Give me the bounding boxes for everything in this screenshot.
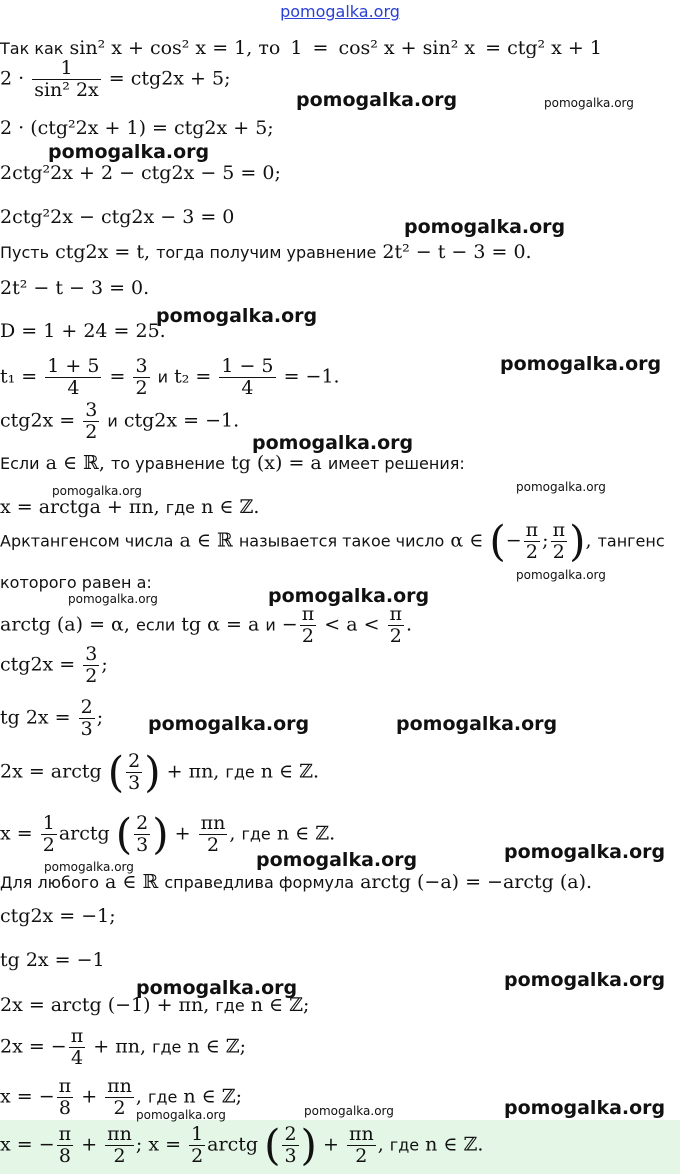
- line-12: Арктангенсом числа a ∈ ℝ называется такое число α ∈ (− $\frac{\pi}{2}$ ; $\frac{\pi}{2}$ ), тангенс: [0, 516, 665, 566]
- line-24: x = − $\frac{\pi}{8}$ + $\frac{\pi n}{2}$ , где n ∈ ℤ;: [0, 1075, 242, 1119]
- watermark: pomogalka.org: [136, 977, 298, 999]
- line-18: x = $\frac{1}{2}$ arctg ( $\frac{2}{3}$ ) + $\frac{\pi n}{2}$ , где n ∈ ℤ.: [0, 809, 336, 859]
- answer-line: x = − $\frac{\pi}{8}$ + $\frac{\pi n}{2}$ ; x = $\frac{1}{2}$ arctg ( $\frac{2}{3}$ ) + $\frac{\pi n}{2}$ , где n ∈ ℤ.: [0, 1120, 484, 1170]
- line-4: 2ctg²2x − ctg2x − 3 = 0: [0, 206, 235, 228]
- watermark-top-link[interactable]: pomogalka.org: [280, 2, 400, 21]
- watermark-small: pomogalka.org: [304, 1104, 394, 1118]
- line-19: Для любого a ∈ ℝ справедлива формула arctg (−a) = −arctg (a).: [0, 871, 593, 893]
- line-5: Пусть ctg2x = t, тогда получим уравнение 2t² − t − 3 = 0.: [0, 241, 532, 263]
- line-17: 2x = arctg ( $\frac{2}{3}$ ) + πn, где n ∈ ℤ.: [0, 747, 320, 797]
- watermark: pomogalka.org: [504, 969, 666, 991]
- watermark-small: pomogalka.org: [544, 96, 634, 110]
- line-20: ctg2x = −1;: [0, 905, 116, 927]
- watermark: pomogalka.org: [268, 585, 430, 607]
- line-10: Если a ∈ ℝ, то уравнение tg (x) = a имеет решения:: [0, 452, 465, 474]
- watermark: pomogalka.org: [396, 713, 558, 735]
- line-23: 2x = − $\frac{\pi}{4}$ + πn, где n ∈ ℤ;: [0, 1025, 247, 1069]
- line-22: 2x = arctg (−1) + πn, где n ∈ ℤ;: [0, 994, 310, 1016]
- watermark: pomogalka.org: [504, 841, 666, 863]
- watermark-small: pomogalka.org: [516, 480, 606, 494]
- watermark: pomogalka.org: [252, 432, 414, 454]
- line-intro: Так как sin² x + cos² x = 1, то 1 = cos² x + sin² x = ctg² x + 1: [0, 38, 602, 58]
- answer-box: [0, 1120, 680, 1174]
- watermark: pomogalka.org: [156, 305, 318, 327]
- watermark: pomogalka.org: [256, 849, 418, 871]
- watermark-small: pomogalka.org: [136, 1108, 226, 1122]
- watermark: pomogalka.org: [296, 89, 458, 111]
- line-2: 2 · (ctg²2x + 1) = ctg2x + 5;: [0, 117, 274, 139]
- line-8: t₁ = $\frac{1 + 5}{4}$ = $\frac{3}{2}$ и t₂ = $\frac{1 - 5}{4}$ = −1.: [0, 355, 340, 399]
- line-9: ctg2x = $\frac{3}{2}$ и ctg2x = −1.: [0, 400, 240, 440]
- watermark: pomogalka.org: [500, 353, 662, 375]
- line-21: tg 2x = −1: [0, 949, 105, 971]
- line-14: arctg (a) = α, если tg α = a и − $\frac{\pi}{2}$ < a < $\frac{\pi}{2}$ .: [0, 603, 413, 647]
- line-16: tg 2x = $\frac{2}{3}$ ;: [0, 696, 104, 740]
- line-11: x = arctga + πn, где n ∈ ℤ.: [0, 496, 260, 518]
- watermark: pomogalka.org: [48, 141, 210, 163]
- watermark-small: pomogalka.org: [52, 484, 142, 498]
- line-13: которого равен a:: [0, 573, 152, 592]
- watermark-small: pomogalka.org: [44, 860, 134, 874]
- line-3: 2ctg²2x + 2 − ctg2x − 5 = 0;: [0, 162, 281, 184]
- watermark: pomogalka.org: [148, 713, 310, 735]
- line-7: D = 1 + 24 = 25.: [0, 320, 166, 342]
- line-15: ctg2x = $\frac{3}{2}$ ;: [0, 643, 108, 687]
- watermark-small: pomogalka.org: [68, 592, 158, 606]
- line-6: 2t² − t − 3 = 0.: [0, 277, 150, 299]
- watermark: pomogalka.org: [404, 216, 566, 238]
- line-1: 2 · $\frac{1}{\text{sin² 2x}}$ = ctg2x + 5;: [0, 57, 231, 101]
- watermark: pomogalka.org: [504, 1097, 666, 1119]
- watermark-small: pomogalka.org: [516, 568, 606, 582]
